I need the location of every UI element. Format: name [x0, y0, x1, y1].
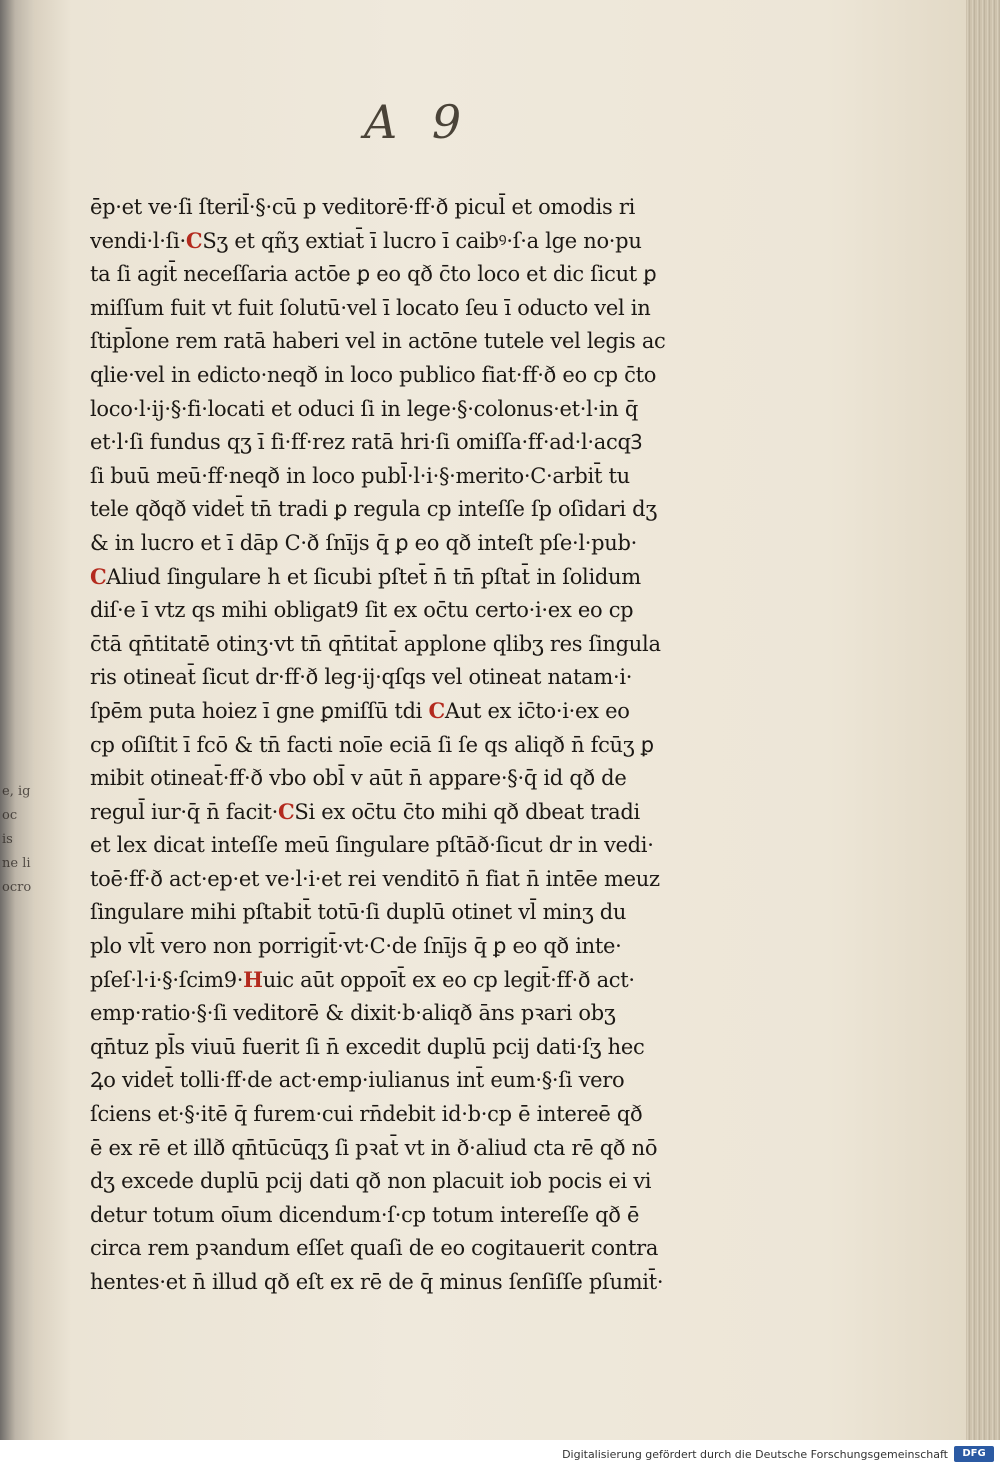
line-text: ē ex rē et illð qn̄tūcūqʒ ſi pꝛat̄ vt in ð·aliud cta rē qð nō	[90, 1135, 658, 1160]
text-line	[90, 224, 690, 258]
line-text: loco·l·ij·§·fi·locati et oduci ſi in lege·§·colonus·et·l·in q̄	[90, 396, 639, 421]
line-text: ſciens et·§·itē q̄ furem·cui rn̄debit id·b·cp ē intereē qð	[90, 1102, 643, 1127]
line-text: Si ex oc̄tu c̄to mihi qð dbeat tradi	[294, 799, 640, 824]
rubrication-mark: H	[243, 966, 263, 992]
text-line	[90, 761, 690, 795]
line-text: toē·ff·ð act·ep·et ve·l·i·et rei venditō n̄ fiat n̄ intēe meuz	[90, 866, 660, 891]
line-text: qn̄tuz pl̄s viuū fuerit ſi n̄ excedit duplū pcij dati·ſʒ hec	[90, 1034, 645, 1059]
line-text: pſeſ·l·i·§·ſcim9·	[90, 967, 244, 992]
line-text: ſi buū meū·ff·neqð in loco publ̄·l·i·§·merito·C·arbit̄ tu	[90, 463, 630, 488]
line-text: hentes·et n̄ illud qð eſt ex rē de q̄ minus ſenſiſſe pſumit̄·	[90, 1270, 664, 1294]
line-text: qlie·vel in edicto·neqð in loco publico fiat·ff·ð eo cp c̄to	[90, 362, 657, 387]
line-text: Aliud ſingulare h et ſicubi pſtet̄ n̄ tn̄ pſtat̄ in ſolidum	[106, 564, 641, 589]
line-text: ris otineat̄ ſicut dr·ff·ð leg·ij·qſqs vel otineat natam·i·	[90, 665, 633, 690]
text-line	[90, 1030, 690, 1064]
text-line	[90, 257, 690, 291]
line-text: ſingulare mihi pſtabit̄ totū·ſi duplū otinet vl̄ minʒ du	[90, 900, 627, 925]
page-edges	[966, 0, 1000, 1440]
text-line	[90, 1265, 690, 1299]
text-line	[90, 862, 690, 896]
line-text: emp·ratio·§·ſi veditorē & dixit·b·aliqð āns pꝛari obʒ	[90, 1001, 616, 1026]
line-text: miſſum fuit vt fuit ſolutū·vel ī locato ſeu ī oducto vel in	[90, 295, 651, 320]
line-text: Aut ex ic̄to·i·ex eo	[444, 698, 630, 723]
rubrication-mark: C	[90, 563, 107, 589]
line-text: uic aūt oppoīt̄ ex eo cp legit̄·ff·ð act·	[262, 967, 635, 992]
text-line	[90, 929, 690, 963]
line-text: ta ſi agit̄ neceſſaria actōe ꝑ eo qð c̄to loco et dic ſicut ꝑ	[90, 262, 657, 287]
text-line	[90, 728, 690, 762]
text-line	[90, 1164, 690, 1198]
footer-bar	[0, 1440, 1000, 1471]
rubrication-mark: C	[185, 227, 203, 253]
text-line	[90, 627, 690, 661]
line-text: ēp·et ve·ſi ſteril̄·§·cū p veditorē·ff·ð picul̄ et omodis ri	[90, 195, 636, 219]
text-line	[90, 324, 690, 358]
text-line	[90, 526, 690, 560]
line-text: et lex dicat inteſſe meū ſingulare pſtāð·ſicut dr in vedi·	[90, 833, 654, 858]
line-text: regul̄ iur·q̄ n̄ facit·	[90, 799, 278, 824]
left-page-edge	[0, 0, 34, 1440]
text-line	[90, 291, 690, 325]
text-line	[90, 425, 690, 459]
text-line	[90, 492, 690, 526]
line-text: et·l·ſi fundus qʒ ī fi·ff·rez ratā hri·ſi omiſſa·ff·ad·l·acqꝪ	[90, 430, 642, 455]
text-line	[90, 1097, 690, 1131]
text-line	[90, 593, 690, 627]
rubrication-mark: C	[277, 798, 295, 824]
left-margin-fragments: e, ig oc is ne li ocro	[2, 784, 32, 895]
line-text: detur totum oīum dicendum·ſ·cp totum intereſſe qð ē	[90, 1202, 640, 1227]
text-line	[90, 963, 690, 997]
rubrication-mark: C	[428, 697, 445, 723]
line-text: vendi·l·ſi·	[90, 228, 186, 253]
text-line	[90, 459, 690, 493]
line-text: tele qðqð videt̄ tn̄ tradi ꝑ regula cp inteſſe ſp oſidari dʒ	[90, 497, 657, 522]
text-line	[90, 828, 690, 862]
text-line	[90, 1063, 690, 1097]
line-text: plo vlt̄ vero non porrigit̄·vt·C·de ſnījs q̄ ꝑ eo qð inte·	[90, 934, 622, 959]
line-text: & in lucro et ī dāp C·ð ſnījs q̄ ꝑ eo qð inteſt pſe·l·pub·	[90, 530, 638, 555]
line-text: mibit otineat̄·ff·ð vbo obl̄ v aūt n̄ appare·§·q̄ id qð de	[90, 766, 627, 791]
line-text: ſtipl̄one rem ratā haberi vel in actōne tutele vel legis ac	[90, 329, 666, 354]
text-line	[90, 358, 690, 392]
line-text: ſpēm puta hoiez ī gne ꝑmiſſū tdi	[90, 698, 429, 723]
line-text: diſ·e ī vtz qs mihi obligat9 ſit ex oc̄tu certo·i·ex eo cp	[90, 598, 634, 623]
line-text: cp oſiſtit ī fcō & tn̄ facti noīe eciā ſi ſe qs aliqð n̄ fcūʒ ꝑ	[90, 732, 654, 757]
dfg-logo: DFG	[954, 1446, 994, 1462]
line-text: Ꝝo videt̄ tolli·ff·de act·emp·iulianus int̄ eum·§·ſi vero	[90, 1068, 625, 1093]
text-line	[90, 392, 690, 426]
line-text: c̄tā qn̄titatē otinʒ·vt tn̄ qn̄titat̄ applone qlibʒ res ſingula	[90, 631, 661, 656]
line-text: Sʒ et qñʒ extiat̄ ī lucro ī caibꝰ·ſ·a lge no·pu	[202, 228, 642, 253]
text-line	[90, 895, 690, 929]
text-line	[90, 1231, 690, 1265]
text-line	[90, 795, 690, 829]
text-line	[90, 190, 690, 224]
text-line	[90, 996, 690, 1030]
incunable-text-column	[90, 190, 690, 1299]
text-line	[90, 1131, 690, 1165]
line-text: circa rem pꝛandum eſſet quaſi de eo cogitauerit contra	[90, 1236, 659, 1261]
text-line	[90, 1198, 690, 1232]
handwritten-folio-note: A 9	[364, 95, 472, 149]
text-line	[90, 660, 690, 694]
text-line	[90, 694, 690, 728]
text-line	[90, 560, 690, 594]
funding-credit: Digitalisierung gefördert durch die Deutsche Forschungsgemeinschaft	[562, 1448, 948, 1461]
line-text: dʒ excede duplū pcij dati qð non placuit iob pocis ei vi	[90, 1169, 652, 1194]
